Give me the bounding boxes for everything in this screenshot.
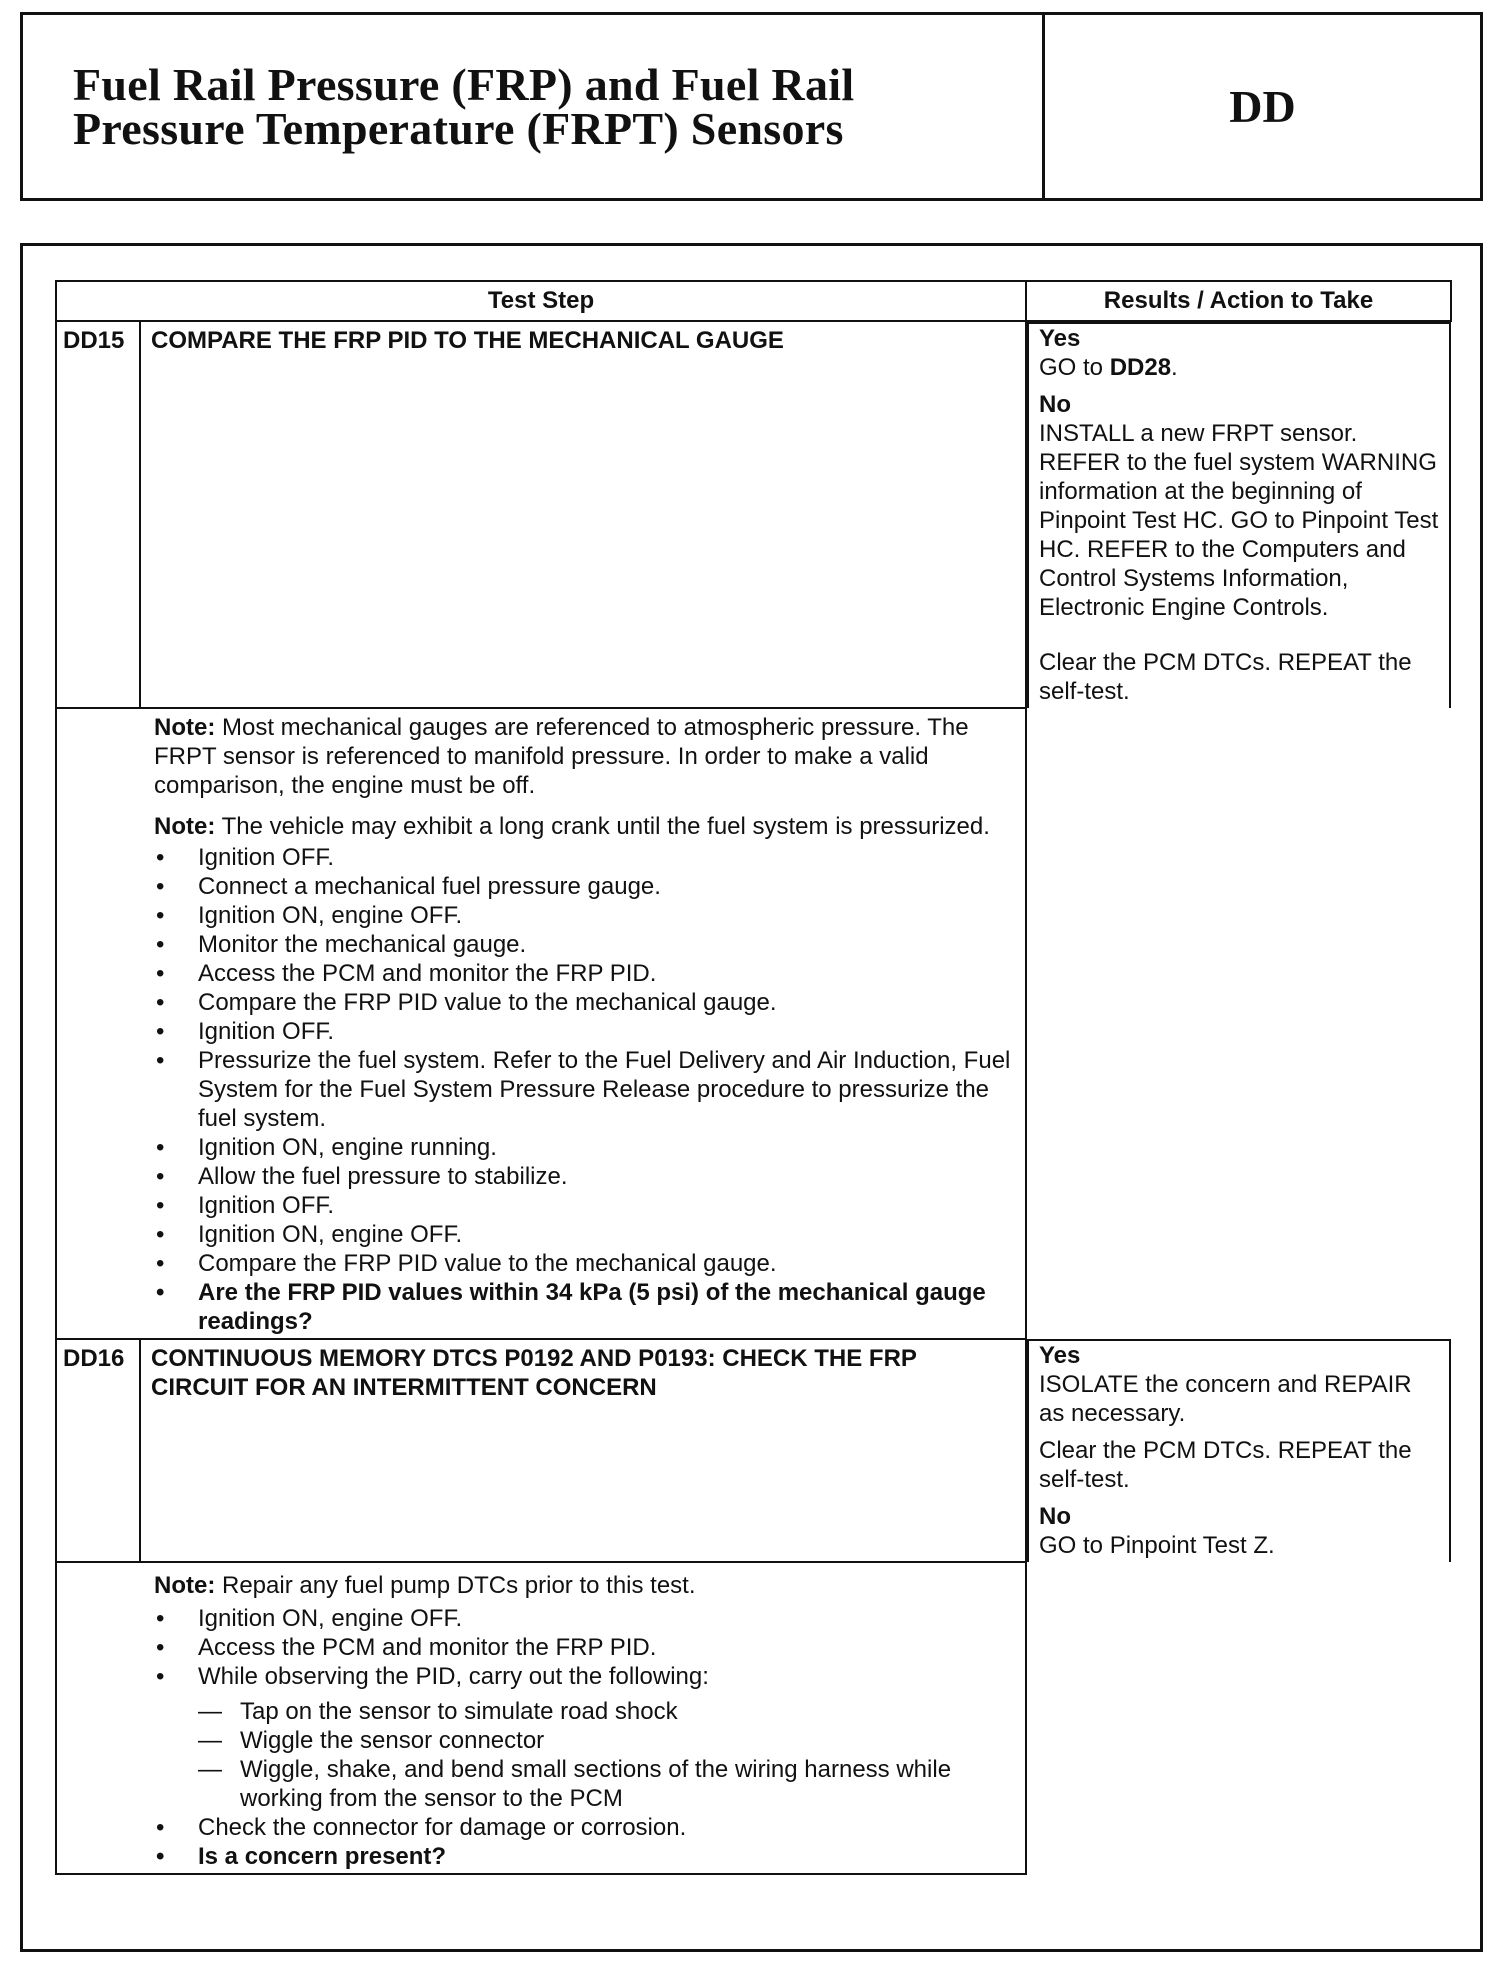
- result-block-dd15: [1039, 324, 1441, 706]
- result-no-label: No: [1039, 391, 1071, 418]
- bullet-list-dd16-end: [154, 1813, 1011, 1871]
- page-title: [73, 58, 855, 154]
- test-step-table: [55, 280, 1452, 1875]
- list-item: • Ignition ON, engine OFF.: [154, 1220, 1011, 1249]
- question-dd15: • Are the FRP PID values within 34 kPa (5 psi) of the mechanical gauge readings?: [154, 1278, 1011, 1336]
- section-code: DD: [1229, 81, 1296, 132]
- step-heading-dd16: CONTINUOUS MEMORY DTCS P0192 AND P0193: CHECK THE FRP CIRCUIT FOR AN INTERMITTENT CONCERN: [140, 1339, 1026, 1562]
- dash-list-dd16: [154, 1697, 1011, 1813]
- note-dd16: Note: Repair any fuel pump DTCs prior to this test.: [154, 1572, 696, 1599]
- result-no-text-2: Clear the PCM DTCs. REPEAT the self-test.: [1039, 649, 1412, 705]
- result-yes-text: ISOLATE the concern and REPAIR as necessary.: [1039, 1371, 1412, 1427]
- column-header-test-step: Test Step: [56, 281, 1026, 321]
- header-title-cell: [23, 15, 1045, 198]
- list-item: • Pressurize the fuel system. Refer to the Fuel Delivery and Air Induction, Fuel System for the Fuel System Pressure Release procedure to pressurize the fuel system.: [154, 1046, 1011, 1133]
- result-yes-label: Yes: [1039, 1342, 1081, 1369]
- table-row: [56, 321, 1451, 708]
- table-row: [56, 1562, 1451, 1874]
- bullet-list-dd16: [154, 1604, 1011, 1691]
- step-id-dd15: DD15: [56, 321, 140, 708]
- list-item: — Tap on the sensor to simulate road shock: [154, 1697, 1011, 1726]
- note-1: Note: Most mechanical gauges are referenced to atmospheric pressure. The FRPT sensor is referenced to manifold pressure. In order to make a valid comparison, the engine must be off.: [154, 714, 969, 799]
- list-item: • While observing the PID, carry out the following:: [154, 1662, 1011, 1691]
- table-row: [56, 708, 1451, 1339]
- table-row: [56, 1339, 1451, 1562]
- list-item: — Wiggle the sensor connector: [154, 1726, 1011, 1755]
- result-no-text: GO to Pinpoint Test Z.: [1039, 1532, 1275, 1559]
- page-title-line2: Pressure Temperature (FRPT) Sensors: [73, 102, 844, 154]
- list-item: • Ignition ON, engine OFF.: [154, 1604, 1011, 1633]
- list-item: • Ignition OFF.: [154, 843, 1011, 872]
- page-title-line1: Fuel Rail Pressure (FRP) and Fuel Rail: [73, 58, 855, 110]
- header-box: [20, 12, 1483, 201]
- list-item: • Allow the fuel pressure to stabilize.: [154, 1162, 1011, 1191]
- list-item: • Compare the FRP PID value to the mechanical gauge.: [154, 988, 1011, 1017]
- list-item: • Ignition OFF.: [154, 1017, 1011, 1046]
- list-item: • Access the PCM and monitor the FRP PID.: [154, 959, 1011, 988]
- table-header-row: [56, 281, 1451, 321]
- list-item: • Check the connector for damage or corrosion.: [154, 1813, 1011, 1842]
- list-item: • Ignition ON, engine OFF.: [154, 901, 1011, 930]
- step-body-dd16: [140, 1562, 1026, 1874]
- list-item: • Access the PCM and monitor the FRP PID.: [154, 1633, 1011, 1662]
- question-dd16: • Is a concern present?: [154, 1842, 1011, 1871]
- step-body-dd15: [140, 708, 1026, 1339]
- list-item: • Ignition OFF.: [154, 1191, 1011, 1220]
- note-2: Note: The vehicle may exhibit a long crank until the fuel system is pressurized.: [154, 813, 990, 840]
- step-id-dd16: DD16: [56, 1339, 140, 1562]
- list-item: • Compare the FRP PID value to the mechanical gauge.: [154, 1249, 1011, 1278]
- list-item: • Connect a mechanical fuel pressure gauge.: [154, 872, 1011, 901]
- step-id-spacer: [56, 1562, 140, 1874]
- list-item: • Monitor the mechanical gauge.: [154, 930, 1011, 959]
- result-yes-target: DD28: [1109, 354, 1172, 381]
- result-yes-text: GO to: [1039, 354, 1110, 381]
- bullet-list-dd15: [154, 843, 1011, 1336]
- result-cell-dd16: [1027, 1339, 1451, 1562]
- column-header-results: Results / Action to Take: [1026, 281, 1451, 321]
- result-block-dd16: [1039, 1341, 1441, 1560]
- result-yes-end: .: [1171, 354, 1178, 381]
- step-heading-dd15: COMPARE THE FRP PID TO THE MECHANICAL GAUGE: [140, 321, 1026, 708]
- result-yes-text-2: Clear the PCM DTCs. REPEAT the self-test.: [1039, 1437, 1412, 1493]
- step-id-spacer: [56, 708, 140, 1339]
- result-no-label: No: [1039, 1503, 1071, 1530]
- result-cell-dd15: [1027, 322, 1451, 708]
- list-item: — Wiggle, shake, and bend small sections of the wiring harness while working from the sensor to the PCM: [154, 1755, 1011, 1813]
- result-yes-label: Yes: [1039, 325, 1081, 352]
- result-no-text: INSTALL a new FRPT sensor. REFER to the fuel system WARNING information at the beginning of Pinpoint Test HC. GO to Pinpoint Test HC. REFER to the Computers and Control Systems Information, Electronic Engine Controls.: [1039, 420, 1439, 621]
- list-item: • Ignition ON, engine running.: [154, 1133, 1011, 1162]
